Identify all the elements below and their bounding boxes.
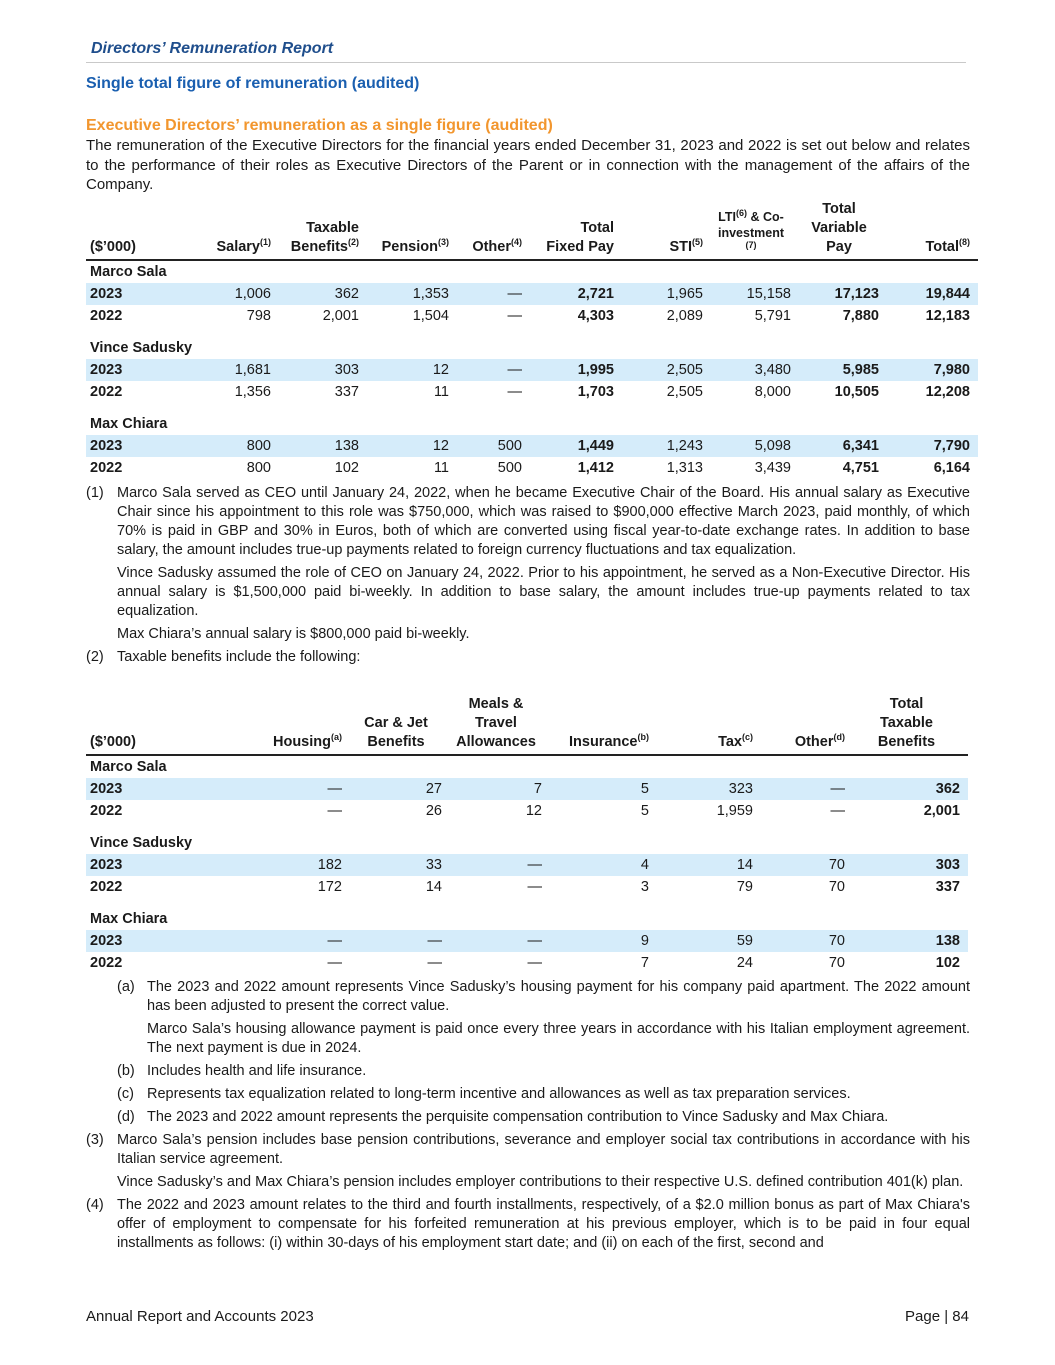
table-cell: 2022 <box>90 955 123 971</box>
table-row <box>86 359 978 381</box>
table-cell: 102 <box>334 460 359 476</box>
col-pension: Pension$^{(3)}$ <box>367 200 457 260</box>
footnote: (c) Represents tax equalization related to long-term incentive and allowances as well as tax preparation services. <box>117 1086 851 1102</box>
col-other: Other$^{(d)}$ <box>761 695 853 755</box>
table-cell: 70 <box>761 854 853 876</box>
table-cell: 70 <box>828 879 845 895</box>
table-cell: 1,504 <box>412 308 449 324</box>
table-cell: 323 <box>657 778 761 800</box>
table-cell: 8,000 <box>754 384 791 400</box>
table-cell: — <box>258 930 350 952</box>
col-total-taxable-benefits: Total Taxable Benefits <box>853 695 968 755</box>
table-cell: 2022 <box>90 384 123 400</box>
table-cell: 7,790 <box>887 435 978 457</box>
table-cell: 2022 <box>90 308 123 324</box>
table-cell: 362 <box>279 283 367 305</box>
table-cell: 5,098 <box>711 435 799 457</box>
table-cell: 70 <box>828 955 845 971</box>
table-cell: 11 <box>433 384 449 400</box>
table-cell: 59 <box>657 930 761 952</box>
footnote-continuation: Vince Sadusky’s and Max Chiara’s pension includes employer contributions to their respective U.S. defined contribution 401(k) plan. <box>117 1174 964 1190</box>
table-cell <box>86 403 978 413</box>
table-cell: 79 <box>736 879 753 895</box>
table-cell: 800 <box>246 460 271 476</box>
col-total: Total$^{(8)}$ <box>887 200 978 260</box>
table-cell: 138 <box>853 930 968 952</box>
table-cell: 337 <box>334 384 359 400</box>
table-cell: 10,505 <box>834 384 879 400</box>
report-header-title: Directors’ Remuneration Report <box>91 40 334 57</box>
table-cell: 798 <box>246 308 271 324</box>
col-other: Other$^{(4)}$ <box>457 200 530 260</box>
table-cell: 19,844 <box>887 283 978 305</box>
table-cell: 2,001 <box>923 803 960 819</box>
table-cell: Max Chiara <box>90 911 168 927</box>
subsection-title: Executive Directors’ remuneration as a single figure (audited) <box>86 117 553 134</box>
remuneration-table <box>86 200 978 479</box>
footnote: (2) Taxable benefits include the following: <box>86 649 361 665</box>
table-cell: Vince Sadusky <box>90 835 193 851</box>
table-cell: 1,681 <box>186 359 279 381</box>
col-car-jet-benefits: Car & Jet Benefits <box>350 695 450 755</box>
table-cell: 9 <box>550 930 657 952</box>
table-cell: 33 <box>350 854 450 876</box>
table-cell: 3 <box>640 879 649 895</box>
header-divider <box>86 62 966 63</box>
table-cell: 5,791 <box>754 308 791 324</box>
table-cell: — <box>427 955 442 971</box>
table-cell: 2023 <box>86 283 186 305</box>
table-cell: 2,721 <box>530 283 622 305</box>
col-tax: Tax$^{(c)}$ <box>657 695 761 755</box>
table-cell: — <box>527 955 542 971</box>
group-name-row <box>86 908 968 930</box>
table-cell: 1,959 <box>716 803 753 819</box>
group-name-row <box>86 260 978 283</box>
table-cell: 12 <box>367 359 457 381</box>
table-cell: 12,183 <box>925 308 970 324</box>
table-cell: 14 <box>425 879 442 895</box>
table-cell: 5 <box>640 803 649 819</box>
col-salary: Salary$^{(1)}$ <box>186 200 279 260</box>
table-row <box>86 305 978 327</box>
table-cell: 2023 <box>86 930 258 952</box>
table-cell: 4 <box>550 854 657 876</box>
table-cell: 2022 <box>90 460 123 476</box>
table-cell: 500 <box>497 460 522 476</box>
table-cell: 138 <box>279 435 367 457</box>
group-name-row <box>86 337 978 359</box>
table-cell: 7,880 <box>842 308 879 324</box>
table-cell: — <box>507 384 522 400</box>
table-cell: 1,995 <box>530 359 622 381</box>
table-cell: 70 <box>761 930 853 952</box>
table-cell: 5,985 <box>799 359 887 381</box>
table-cell: 6,164 <box>933 460 970 476</box>
footnote-continuation: Vince Sadusky assumed the role of CEO on January 24, 2022. Prior to his appointment, he served as a Non-Executive Director. His annual salary is $1,500,000 paid bi-weekly. In addition to base salary, the amount includes true-up payments related to tax equalization. <box>117 565 970 619</box>
table-cell: — <box>457 359 530 381</box>
table-cell: 500 <box>457 435 530 457</box>
table-cell: — <box>457 283 530 305</box>
table-cell: 27 <box>350 778 450 800</box>
table-row <box>86 800 968 822</box>
table-cell: 26 <box>425 803 442 819</box>
table-row <box>86 930 968 952</box>
col-total-variable-pay: Total Variable Pay <box>799 200 887 260</box>
table-cell: 7 <box>450 778 550 800</box>
table-cell: 7,980 <box>887 359 978 381</box>
col-sti: STI$^{(5)}$ <box>622 200 711 260</box>
footnote: (3) Marco Sala’s pension includes base pension contributions, severance and employer social tax contributions in accordance with his Italian service agreement. <box>86 1132 970 1167</box>
table-cell: 1,313 <box>666 460 703 476</box>
table-cell: 102 <box>935 955 960 971</box>
table-cell: — <box>830 803 845 819</box>
footnote-continuation: Max Chiara’s annual salary is $800,000 paid bi-weekly. <box>117 626 470 642</box>
table-cell: Marco Sala <box>90 759 167 775</box>
col-unit: ($’000) <box>86 200 186 260</box>
col-meals-travel: Meals & Travel Allowances <box>450 695 550 755</box>
table-row <box>86 457 978 479</box>
col-housing: Housing$^{(a)}$ <box>258 695 350 755</box>
table-cell: 337 <box>935 879 960 895</box>
table-row <box>86 381 978 403</box>
table-cell: 2023 <box>86 435 186 457</box>
table-cell: — <box>258 778 350 800</box>
table-cell: 362 <box>853 778 968 800</box>
table-header-row <box>86 200 978 260</box>
table-cell <box>86 898 968 908</box>
table-cell: 15,158 <box>711 283 799 305</box>
section-title: Single total figure of remuneration (audited) <box>86 75 420 92</box>
table-cell: 1,449 <box>530 435 622 457</box>
footnotes-section <box>86 484 970 671</box>
table-cell: 14 <box>657 854 761 876</box>
footer-page-number: Page | 84 <box>905 1308 969 1325</box>
table-cell: — <box>350 930 450 952</box>
table-cell: 1,243 <box>622 435 711 457</box>
table-cell: 303 <box>279 359 367 381</box>
table-cell: 1,006 <box>186 283 279 305</box>
table-cell: 1,965 <box>622 283 711 305</box>
table-row <box>86 952 968 974</box>
table-cell: 1,356 <box>234 384 271 400</box>
table-cell: 2023 <box>86 854 258 876</box>
table-cell: 800 <box>186 435 279 457</box>
table-cell: 3,480 <box>711 359 799 381</box>
table-row <box>86 283 978 305</box>
table-cell: 182 <box>258 854 350 876</box>
col-total-fixed-pay: Total Fixed Pay <box>530 200 622 260</box>
table-cell: 4,303 <box>577 308 614 324</box>
footnote: (1) Marco Sala served as CEO until January 24, 2022, when he became Executive Chair of the Board. His annual salary as Executive Chair since his appointment to this role was $750,000, which was raised to $900,000 effective March 2023, paid monthly, of which 70% is paid in GBP and 30% in Euros, both of which are converted using fiscal year-to-date exchange rates. In addition to base salary, the amount includes true-up payments related to foreign currency fluctuations and tax equalization. <box>86 485 970 558</box>
table-cell: 2,505 <box>622 359 711 381</box>
table-cell: — <box>507 308 522 324</box>
footnote: (d) The 2023 and 2022 amount represents the perquisite compensation contribution to Vince Sadusky and Max Chiara. <box>117 1109 889 1125</box>
table-cell: 2023 <box>86 359 186 381</box>
table-cell: 5 <box>550 778 657 800</box>
table-cell: 2022 <box>90 879 123 895</box>
col-insurance: Insurance$^{(b)}$ <box>550 695 657 755</box>
table-cell: 4,751 <box>842 460 879 476</box>
table-cell: — <box>761 778 853 800</box>
table-cell: 11 <box>433 460 449 476</box>
table-cell: Vince Sadusky <box>90 340 193 356</box>
footnote: (b) Includes health and life insurance. <box>117 1063 367 1079</box>
footnote: (a) The 2023 and 2022 amount represents Vince Sadusky’s housing payment for his company paid apartment. The 2022 amount has been adjusted to present the correct value. <box>117 979 970 1014</box>
table-cell: 2023 <box>86 778 258 800</box>
footnote-continuation: Marco Sala’s housing allowance payment is paid once every three years in accordance with his Italian employment agreement. The next payment is due in 2024. <box>147 1021 970 1056</box>
table-row <box>86 435 978 457</box>
table-cell: — <box>327 803 342 819</box>
benefit-footnotes-section <box>86 978 970 1257</box>
table-cell: 2,089 <box>666 308 703 324</box>
table-cell: Max Chiara <box>90 416 168 432</box>
taxable-benefits-table <box>86 695 968 974</box>
table-cell: 1,703 <box>577 384 614 400</box>
table-row <box>86 854 968 876</box>
table-cell: 7 <box>640 955 649 971</box>
table-cell: 2,001 <box>322 308 359 324</box>
table-cell <box>86 327 978 337</box>
group-name-row <box>86 755 968 778</box>
table-cell: Marco Sala <box>90 264 167 280</box>
footnote: (4) The 2022 and 2023 amount relates to the third and fourth installments, respectively, of a $2.0 million bonus as part of Max Chiara's offer of employment to compensate for his forfeited remuneration at his previous employer, which is to be paid in four equal installments as follows: (i) within 30-days of his employment start date; and (ii) on each of the first, second and <box>86 1197 970 1251</box>
table-cell <box>86 822 968 832</box>
table-cell: — <box>450 930 550 952</box>
table-cell: 1,353 <box>367 283 457 305</box>
table-cell: 2,505 <box>666 384 703 400</box>
table-cell: 12,208 <box>925 384 970 400</box>
table-cell: 2022 <box>90 803 123 819</box>
table-cell: 172 <box>317 879 342 895</box>
table-cell: — <box>327 955 342 971</box>
table-header-row <box>86 695 968 755</box>
col-unit: ($’000) <box>86 695 258 755</box>
table-cell: 24 <box>736 955 753 971</box>
table-row <box>86 778 968 800</box>
table-cell: 6,341 <box>799 435 887 457</box>
table-cell: 12 <box>367 435 457 457</box>
table-cell: — <box>527 879 542 895</box>
table-cell: 12 <box>525 803 542 819</box>
footer-report-name: Annual Report and Accounts 2023 <box>86 1308 314 1325</box>
group-name-row <box>86 413 978 435</box>
group-name-row <box>86 832 968 854</box>
table-cell: — <box>450 854 550 876</box>
table-cell: 303 <box>853 854 968 876</box>
table-cell: 17,123 <box>799 283 887 305</box>
table-cell: 3,439 <box>754 460 791 476</box>
col-taxable-benefits: Taxable Benefits$^{(2)}$ <box>279 200 367 260</box>
intro-paragraph: The remuneration of the Executive Directors for the financial years ended December 31, 2023 and 2022 is set out below and relates to the performance of their roles as Executive Directors of the Parent or in connection with the management of the affairs of the Company. <box>86 137 970 193</box>
col-lti: LTI$^{(6)}$ & Co- investment $^{(7)}$ <box>711 200 799 260</box>
table-cell: 1,412 <box>577 460 614 476</box>
table-row <box>86 876 968 898</box>
